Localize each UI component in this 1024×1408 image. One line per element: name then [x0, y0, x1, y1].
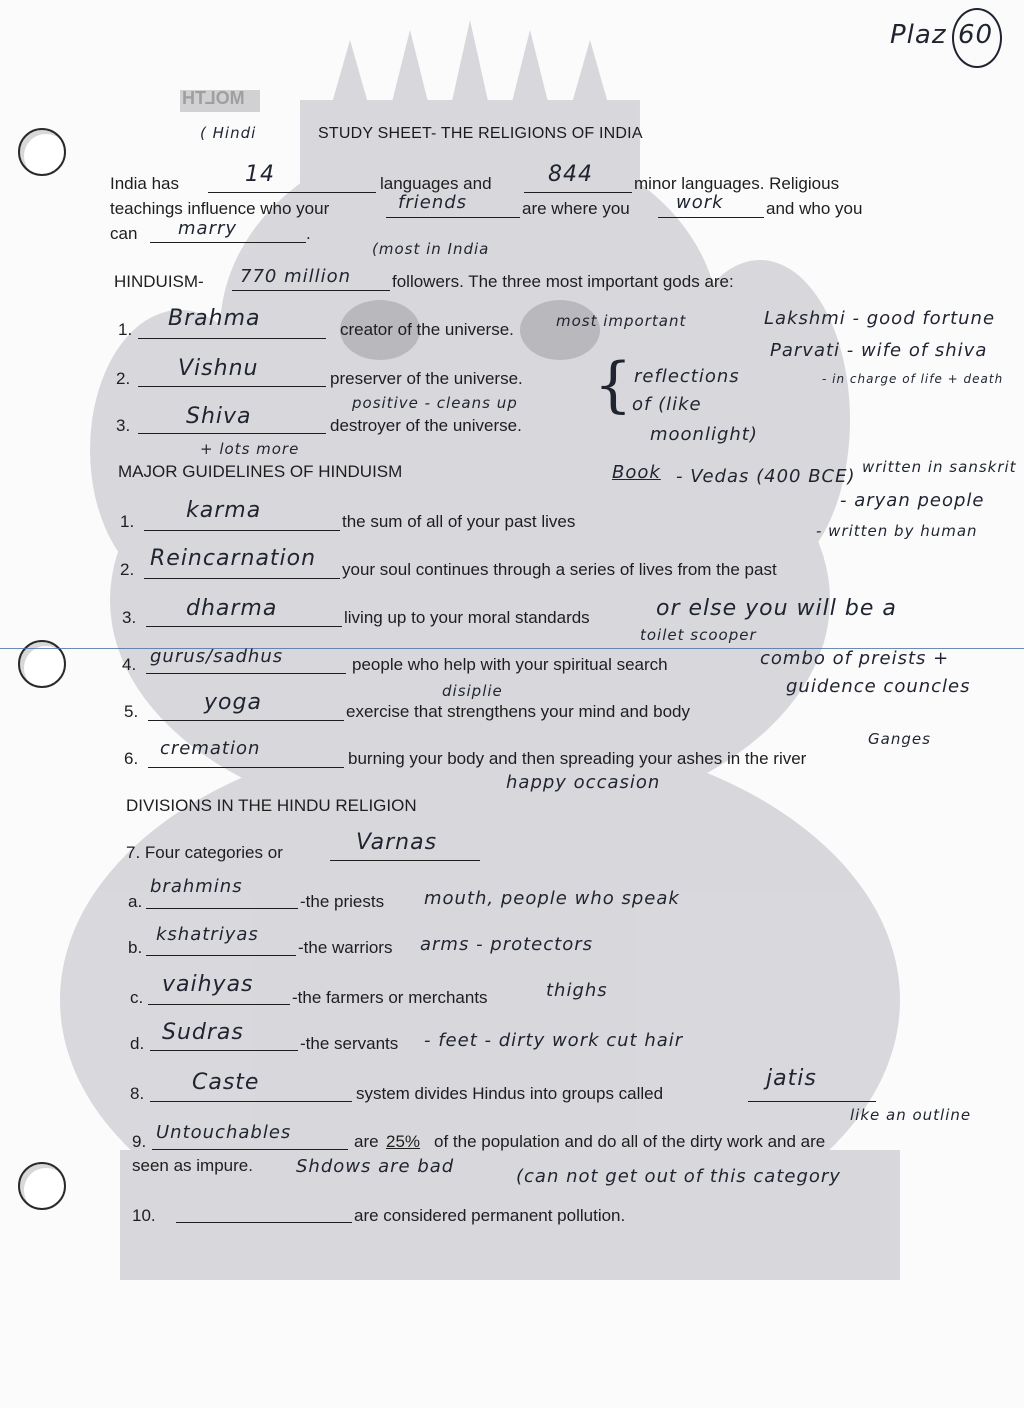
- note-written-sanskrit: written in sanskrit: [862, 458, 1017, 476]
- header-note: ( Hindi: [200, 124, 257, 142]
- note-aryan: - aryan people: [840, 490, 985, 511]
- blank-q10: [176, 1222, 352, 1223]
- divisions-heading: DIVISIONS IN THE HINDU RELIGION: [126, 796, 417, 815]
- caste-d-desc: -the servants: [300, 1034, 399, 1053]
- note-caste-a: mouth, people who speak: [424, 888, 680, 909]
- answer-guideline-2: Reincarnation: [150, 546, 317, 571]
- answer-work: work: [676, 192, 724, 213]
- blank-caste-c: [148, 1004, 290, 1005]
- answer-god-3: Shiva: [186, 404, 252, 429]
- note-ganges: Ganges: [868, 730, 931, 748]
- blank-guideline-1: [144, 530, 340, 531]
- blank-god-2: [138, 386, 326, 387]
- god-2-desc: preserver of the universe.: [330, 369, 523, 388]
- guideline-1-desc: the sum of all of your past lives: [342, 512, 576, 531]
- blank-caste-d: [150, 1050, 298, 1051]
- note-reflections-1: reflections: [634, 366, 740, 387]
- intro-text-6: and who you: [766, 199, 863, 218]
- answer-followers: 770 million: [240, 266, 352, 287]
- blank-god-1: [138, 338, 326, 339]
- answer-caste-d: Sudras: [162, 1020, 244, 1045]
- god-3-num: 3.: [116, 416, 131, 435]
- blank-caste-b: [146, 955, 296, 956]
- note-positive: positive - cleans up: [352, 394, 518, 412]
- intro-text-5: are where you: [522, 199, 630, 218]
- guideline-3-num: 3.: [122, 608, 137, 627]
- hinduism-followers-text: followers. The three most important gods are:: [392, 272, 734, 291]
- guideline-3-desc: living up to your moral standards: [344, 608, 590, 627]
- guideline-4-num: 4.: [122, 655, 137, 674]
- note-parvati: Parvati - wife of shiva: [770, 340, 988, 361]
- q9-text-b: of the population and do all of the dirty work and are: [434, 1132, 826, 1151]
- note-shadows: Shdows are bad: [296, 1156, 455, 1177]
- caste-b-letter: b.: [128, 938, 143, 957]
- note-caste-b: arms - protectors: [420, 934, 593, 955]
- note-caste-c: thighs: [546, 980, 608, 1001]
- answer-q8b: jatis: [766, 1066, 817, 1091]
- intro-text-7: can: [110, 224, 138, 243]
- blank-work: [658, 217, 764, 218]
- note-toilet: toilet scooper: [640, 626, 757, 644]
- answer-caste-a: brahmins: [150, 876, 243, 897]
- note-reflections-2: of (like: [632, 394, 702, 415]
- q7-text: 7. Four categories or: [126, 843, 283, 862]
- intro-text-2: languages and: [380, 174, 492, 193]
- answer-guideline-4: gurus/sadhus: [150, 646, 284, 667]
- note-lakshmi: Lakshmi - good fortune: [764, 308, 996, 329]
- answer-guideline-3: dharma: [186, 596, 278, 621]
- guideline-2-desc: your soul continues through a series of lives from the past: [342, 560, 777, 579]
- q8-text: system divides Hindus into groups called: [356, 1084, 664, 1103]
- guideline-1-num: 1.: [120, 512, 135, 531]
- caste-b-desc: -the warriors: [298, 938, 393, 957]
- note-cannot: (can not get out of this category: [516, 1166, 841, 1187]
- answer-caste-c: vaihyas: [162, 972, 254, 997]
- blank-friends: [386, 217, 520, 218]
- caste-c-letter: c.: [130, 988, 144, 1007]
- watermark-text: MOLTH: [182, 88, 245, 108]
- answer-minor-languages: 844: [548, 162, 593, 187]
- blank-q8: [150, 1101, 352, 1102]
- blank-guideline-5: [148, 720, 344, 721]
- answer-q8: Caste: [192, 1070, 260, 1095]
- q9-num: 9.: [132, 1132, 147, 1151]
- guideline-4-desc: people who help with your spiritual search: [352, 655, 668, 674]
- sheet-title: STUDY SHEET- THE RELIGIONS OF INDIA: [318, 125, 643, 142]
- note-book: Book: [612, 462, 661, 483]
- intro-text-4: teachings influence who your: [110, 199, 330, 218]
- score-value: 60: [958, 20, 994, 50]
- blank-marry: [150, 242, 306, 243]
- note-lots-more: + lots more: [200, 440, 300, 458]
- guideline-2-num: 2.: [120, 560, 135, 579]
- q9-text-a: are: [354, 1132, 379, 1151]
- note-caste-d: - feet - dirty work cut hair: [424, 1030, 684, 1051]
- note-guidance: guidence councles: [786, 676, 971, 697]
- q9-text-c: seen as impure.: [132, 1156, 253, 1175]
- blank-followers: [232, 290, 390, 291]
- caste-c-desc: -the farmers or merchants: [292, 988, 488, 1007]
- answer-friends: friends: [398, 192, 468, 213]
- note-or-else: or else you will be a: [656, 596, 897, 621]
- answer-guideline-6: cremation: [160, 738, 261, 759]
- answer-caste-b: kshatriyas: [156, 924, 259, 945]
- intro-text-1: India has: [110, 174, 179, 193]
- note-most-important: most important: [556, 312, 687, 330]
- answer-god-2: Vishnu: [178, 356, 259, 381]
- blank-caste-a: [146, 908, 298, 909]
- note-combo: combo of preists +: [760, 648, 950, 669]
- guideline-6-num: 6.: [124, 749, 139, 768]
- god-3-desc: destroyer of the universe.: [330, 416, 522, 435]
- intro-text-8: .: [306, 224, 311, 243]
- blank-guideline-4: [146, 673, 346, 674]
- intro-text-3: minor languages. Religious: [634, 174, 840, 193]
- answer-marry: marry: [178, 218, 238, 239]
- blank-guideline-6: [148, 767, 344, 768]
- answer-q7: Varnas: [356, 830, 438, 855]
- note-happy: happy occasion: [506, 772, 661, 793]
- student-name: Plaz: [890, 20, 947, 50]
- hinduism-label: HINDUISM-: [114, 272, 204, 291]
- answer-god-1: Brahma: [168, 306, 261, 331]
- god-1-num: 1.: [118, 320, 133, 339]
- caste-d-letter: d.: [130, 1034, 145, 1053]
- guidelines-heading: MAJOR GUIDELINES OF HINDUISM: [118, 462, 403, 481]
- q10-num: 10.: [132, 1206, 156, 1225]
- blank-guideline-2: [144, 578, 340, 579]
- blank-q8b: [748, 1101, 876, 1102]
- q8-num: 8.: [130, 1084, 145, 1103]
- note-disiplie: disiplie: [442, 682, 503, 700]
- blank-guideline-3: [146, 626, 342, 627]
- blank-god-3: [138, 433, 326, 434]
- guideline-6-desc: burning your body and then spreading your ashes in the river: [348, 749, 807, 768]
- note-reflections-3: moonlight): [650, 424, 758, 445]
- blank-q9: [152, 1149, 348, 1150]
- guideline-5-num: 5.: [124, 702, 139, 721]
- punch-hole-top: [18, 128, 66, 176]
- note-outline: like an outline: [850, 1106, 972, 1124]
- caste-a-desc: -the priests: [300, 892, 385, 911]
- blank-languages: [208, 192, 376, 193]
- q10-text: are considered permanent pollution.: [354, 1206, 626, 1225]
- god-2-num: 2.: [116, 369, 131, 388]
- note-life-death: - in charge of life + death: [822, 372, 1004, 386]
- answer-languages: 14: [245, 162, 275, 187]
- note-most-in-india: (most in India: [372, 240, 490, 258]
- blank-minor-languages: [524, 192, 632, 193]
- guideline-5-desc: exercise that strengthens your mind and body: [346, 702, 690, 721]
- answer-guideline-1: karma: [186, 498, 262, 523]
- answer-guideline-5: yoga: [204, 690, 262, 715]
- god-1-desc: creator of the universe.: [340, 320, 514, 339]
- note-written-human: - written by human: [816, 522, 978, 540]
- blank-q7: [330, 860, 480, 861]
- note-vedas: - Vedas (400 BCE): [676, 466, 856, 487]
- caste-a-letter: a.: [128, 892, 143, 911]
- answer-q9: Untouchables: [156, 1122, 292, 1143]
- brace-mark: {: [594, 350, 633, 420]
- punch-hole-bottom: [18, 1162, 66, 1210]
- q9-percent: 25%: [386, 1132, 421, 1151]
